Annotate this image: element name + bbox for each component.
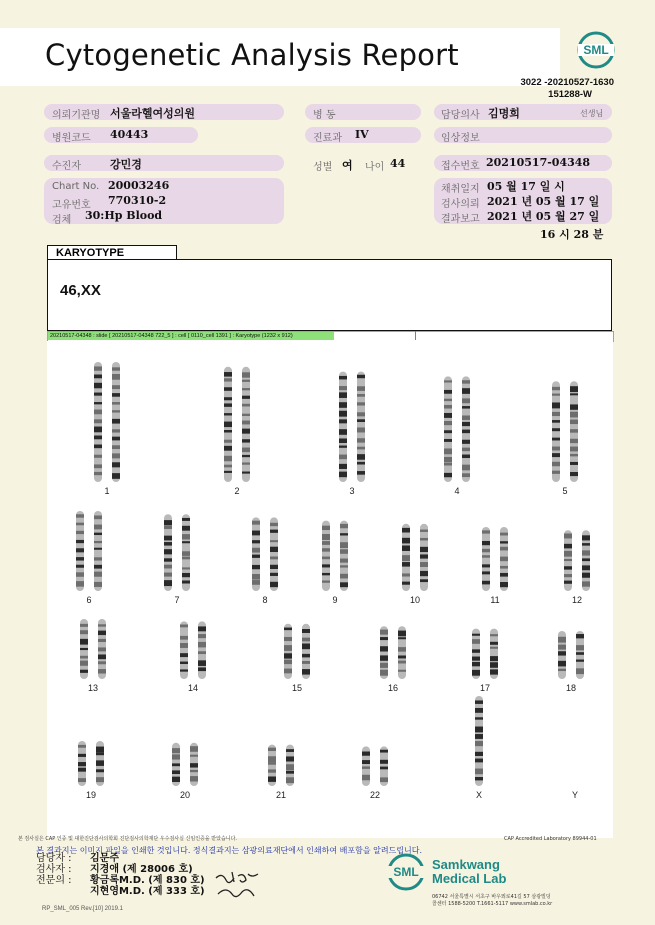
chromosome-label-7: 7 xyxy=(174,595,180,605)
age-label: 나이 xyxy=(365,162,385,173)
chart-no-label: Chart No. xyxy=(52,181,100,192)
chromosome-22 xyxy=(362,746,370,786)
chromosome-12 xyxy=(564,530,572,591)
result-label: 결과보고 xyxy=(441,214,480,225)
report-number: 3022 -20210527-1630 151288-W xyxy=(520,77,614,100)
chromosome-3 xyxy=(339,372,347,482)
chromosome-17 xyxy=(472,629,480,679)
unique-no-value: 770310-2 xyxy=(108,194,167,207)
chromosome-11 xyxy=(500,527,508,591)
chromosome-8 xyxy=(252,517,260,591)
chromosome-label-8: 8 xyxy=(262,595,268,605)
staff-value: 김문주 xyxy=(90,853,119,864)
recipient-label: 수진자 xyxy=(52,161,81,172)
notice-text: 본 결과지는 이미지 파일을 인쇄한 것입니다. 정식결과지는 삼광의료재단에서 인쇄하여 배포함을 알려드립니다. xyxy=(36,846,422,855)
chromosome-1 xyxy=(112,362,120,482)
unique-no-label: 고유번호 xyxy=(52,200,91,211)
chromosome-label-Y: Y xyxy=(571,790,579,800)
karyotype-label: KARYOTYPE xyxy=(47,245,177,260)
chromosome-label-21: 21 xyxy=(275,790,287,800)
report-title: Cytogenetic Analysis Report xyxy=(45,38,459,72)
chromosome-4 xyxy=(444,376,452,482)
chromosome-18 xyxy=(576,631,584,679)
chromosome-9 xyxy=(322,521,330,591)
karyogram-panel xyxy=(47,341,613,838)
chromosome-label-10: 10 xyxy=(409,595,421,605)
chromosome-12 xyxy=(582,530,590,591)
doctor-label: 담당의사 xyxy=(441,110,480,121)
chromosome-7 xyxy=(164,514,172,591)
chromosome-16 xyxy=(398,626,406,679)
lab-address: 06742 서울특별시 서초구 바우뫼로41길 57 삼광빌딩 콜센터 1588-5200 T.1661-5117 www.smlab.co.kr xyxy=(432,894,553,907)
chromosome-label-22: 22 xyxy=(369,790,381,800)
chromosome-label-19: 19 xyxy=(85,790,97,800)
chromosome-20 xyxy=(190,743,198,786)
karyotype-value: 46,XX xyxy=(60,282,101,299)
chromosome-label-12: 12 xyxy=(571,595,583,605)
svg-text:SML: SML xyxy=(393,865,419,879)
specialist-label: 전문의 : xyxy=(36,875,72,886)
chromosome-label-16: 16 xyxy=(387,683,399,693)
chromosome-13 xyxy=(80,619,88,679)
dept-label: 진료과 xyxy=(313,133,342,144)
collection-label: 채취일지 xyxy=(441,184,480,195)
form-number: RP_SML_005 Rev.[10] 2019.1 xyxy=(42,906,123,912)
institution-value: 서울라헬여성의원 xyxy=(110,107,196,120)
chromosome-17 xyxy=(490,629,498,679)
karyotype-box xyxy=(47,259,612,331)
chromosome-15 xyxy=(302,624,310,679)
result-time: 16 시 28 분 xyxy=(540,228,604,241)
chromosome-2 xyxy=(224,367,232,482)
chromosome-7 xyxy=(182,514,190,591)
sml-logo-icon xyxy=(576,30,616,70)
chromosome-1 xyxy=(94,362,102,482)
chromosome-5 xyxy=(570,381,578,482)
ward-label: 병 동 xyxy=(313,110,336,121)
specialist1-value: 황금록M.D. (제 830 호) xyxy=(90,875,205,886)
dept-value: IV xyxy=(355,128,369,141)
chromosome-X xyxy=(475,696,483,786)
result-value: 2021 년 05 월 27 일 xyxy=(487,210,600,223)
age-value: 44 xyxy=(390,157,406,170)
request-label: 검사의뢰 xyxy=(441,199,480,210)
chromosome-2 xyxy=(242,367,250,482)
chromosome-11 xyxy=(482,527,490,591)
tester-value: 지경애 (제 28006 호) xyxy=(90,864,193,875)
lab-name: Samkwang Medical Lab xyxy=(432,857,507,886)
chromosome-22 xyxy=(380,746,388,786)
recipient-value: 강민경 xyxy=(110,158,142,171)
reception-value: 20210517-04348 xyxy=(486,156,591,169)
chromosome-label-5: 5 xyxy=(562,486,568,496)
chromosome-label-3: 3 xyxy=(349,486,355,496)
chromosome-21 xyxy=(268,745,276,786)
hospital-code-label: 병원코드 xyxy=(52,133,91,144)
chart-no-value: 20003246 xyxy=(108,179,170,192)
reception-label: 접수번호 xyxy=(441,161,480,172)
chromosome-label-11: 11 xyxy=(490,595,500,605)
sex-value: 여 xyxy=(342,159,353,172)
chromosome-label-15: 15 xyxy=(291,683,303,693)
chromosome-label-X: X xyxy=(475,790,483,800)
image-info-text: 20210517-04348 : slide [ 20210517-04348 722_5 ] : cell [ 0110_cell 1391 ] : Karyotype (1232 x 912) xyxy=(50,333,293,339)
chromosome-4 xyxy=(462,376,470,482)
chromosome-label-13: 13 xyxy=(87,683,99,693)
sex-label: 성별 xyxy=(313,162,333,173)
chromosome-label-6: 6 xyxy=(86,595,92,605)
staff-label: 담당자 : xyxy=(36,853,72,864)
request-value: 2021 년 05 월 17 일 xyxy=(487,195,600,208)
chromosome-18 xyxy=(558,631,566,679)
cert-note: 본 검사실은 CAP 인증 및 대한진단검사의학회 진단검사의학재단 우수검사실 신임인증을 받았습니다. xyxy=(18,836,238,842)
lab-logo-icon xyxy=(386,852,426,892)
karyogram-image xyxy=(47,341,613,838)
chromosome-label-2: 2 xyxy=(234,486,240,496)
clinical-label: 임상정보 xyxy=(441,133,480,144)
institution-label: 의뢰기관명 xyxy=(52,110,101,121)
chromosome-label-9: 9 xyxy=(332,595,338,605)
svg-text:SML: SML xyxy=(583,43,609,57)
chromosome-15 xyxy=(284,624,292,679)
chromosome-16 xyxy=(380,626,388,679)
specialist2-value: 지현영M.D. (제 333 호) xyxy=(90,886,205,897)
chromosome-6 xyxy=(76,511,84,591)
chromosome-3 xyxy=(357,372,365,482)
collection-value: 05 월 17 일 시 xyxy=(487,180,565,193)
chromosome-14 xyxy=(180,621,188,679)
chromosome-label-20: 20 xyxy=(179,790,191,800)
specimen-value: 30:Hp Blood xyxy=(85,209,163,222)
chromosome-19 xyxy=(78,741,86,786)
image-info-bar-tick xyxy=(415,331,416,340)
chromosome-label-17: 17 xyxy=(479,683,491,693)
chromosome-9 xyxy=(340,521,348,591)
cap-text: CAP Accredited Laboratory 89944-01 xyxy=(504,836,597,842)
chromosome-10 xyxy=(402,524,410,591)
chromosome-label-1: 1 xyxy=(104,486,110,496)
doctor-value: 김명희 xyxy=(488,107,520,120)
chromosome-19 xyxy=(96,741,104,786)
chromosome-6 xyxy=(94,511,102,591)
chromosome-label-18: 18 xyxy=(565,683,577,693)
chromosome-20 xyxy=(172,743,180,786)
signature-image xyxy=(212,868,262,904)
tester-label: 검사자 : xyxy=(36,864,72,875)
chromosome-21 xyxy=(286,745,294,786)
chromosome-10 xyxy=(420,524,428,591)
chromosome-label-4: 4 xyxy=(454,486,460,496)
chromosome-5 xyxy=(552,381,560,482)
chromosome-13 xyxy=(98,619,106,679)
hospital-code-value: 40443 xyxy=(110,128,149,141)
chromosome-8 xyxy=(270,517,278,591)
chromosome-label-14: 14 xyxy=(187,683,199,693)
specimen-label: 검체 xyxy=(52,215,72,226)
doctor-suffix: 선생님 xyxy=(580,109,604,118)
chromosome-14 xyxy=(198,621,206,679)
